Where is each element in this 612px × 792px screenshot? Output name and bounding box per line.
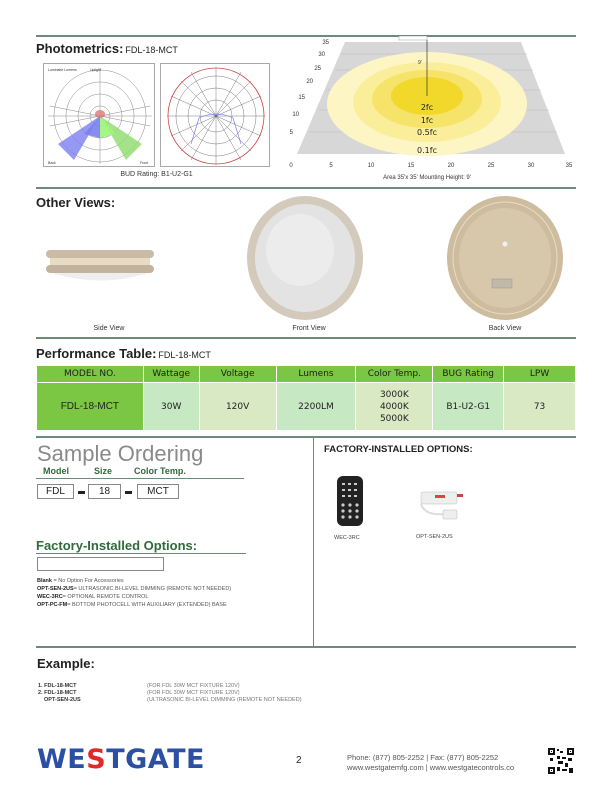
factory-options-field[interactable] xyxy=(37,557,164,571)
svg-text:10: 10 xyxy=(367,163,375,169)
legend-item: WEC-3RC= OPTIONAL REMOTE CONTROL xyxy=(37,594,149,600)
svg-text:1fc: 1fc xyxy=(420,116,434,125)
svg-text:2fc: 2fc xyxy=(420,103,434,112)
divider-photometrics xyxy=(36,187,576,189)
color-temp-field[interactable]: MCT xyxy=(137,484,179,499)
label-color-temp: Color Temp. xyxy=(134,466,186,476)
side-view-caption: Side View xyxy=(93,325,125,332)
front-view-image xyxy=(244,194,366,322)
legend-item: Blank = No Option For Accessories xyxy=(37,578,124,584)
front-view-caption: Front View xyxy=(292,325,326,332)
svg-text:15: 15 xyxy=(407,163,415,169)
header-voltage: Voltage xyxy=(199,366,276,383)
size-field[interactable]: 18 xyxy=(88,484,121,499)
svg-text:0.1fc: 0.1fc xyxy=(417,146,437,155)
svg-text:30: 30 xyxy=(527,163,535,169)
table-row xyxy=(37,383,576,431)
factory-options-underline xyxy=(36,553,246,554)
cell-lumens: 2200LM xyxy=(276,383,356,431)
other-views-title: Other Views: xyxy=(36,195,116,210)
header-lumens: Lumens xyxy=(276,366,356,383)
cell-lpw: 73 xyxy=(504,383,576,431)
sensor-image xyxy=(415,490,465,522)
svg-text:25: 25 xyxy=(487,163,495,169)
isofootcandle-chart xyxy=(285,36,575,181)
bud-rating-caption: BUD Rating: B1-U2-G1 xyxy=(120,171,193,178)
options-legend xyxy=(37,577,231,609)
svg-text:Area 35'x 35' Mounting Heigh: Area 35'x 35' Mounting Height: 9' xyxy=(383,175,471,181)
qr-code xyxy=(548,748,574,774)
svg-text:20: 20 xyxy=(306,79,313,85)
svg-text:Front: Front xyxy=(140,161,149,165)
cell-voltage: 120V xyxy=(199,383,276,431)
header-lpw: LPW xyxy=(504,366,576,383)
westgate-logo: WESTGATE xyxy=(37,744,205,775)
example-title: Example: xyxy=(37,656,95,671)
cell-wattage: 30W xyxy=(143,383,199,431)
header-wattage: Wattage xyxy=(143,366,199,383)
cell-bug: B1-U2-G1 xyxy=(433,383,504,431)
polar-diagram-candela xyxy=(160,63,270,167)
photometrics-title: Photometrics: FDL-18-MCT xyxy=(36,41,178,56)
svg-text:5: 5 xyxy=(289,130,293,136)
model-field[interactable]: FDL xyxy=(37,484,74,499)
factory-options-right-title: FACTORY-INSTALLED OPTIONS: xyxy=(324,444,473,455)
svg-text:20: 20 xyxy=(447,163,455,169)
remote-control-image xyxy=(336,475,364,527)
polar-diagram-lumens xyxy=(43,63,155,167)
svg-text:5: 5 xyxy=(329,163,333,169)
dash-separator xyxy=(78,491,85,494)
cell-model: FDL-18-MCT xyxy=(37,383,144,431)
header-bug: BUG Rating xyxy=(433,366,504,383)
performance-table xyxy=(36,365,576,431)
svg-text:35: 35 xyxy=(322,40,329,46)
vertical-divider xyxy=(313,436,314,646)
example-descriptions: (FOR FDL 30W MCT FIXTURE 120V) (FOR FDL 30W MCT FIXTURE 120V) (ULTRASONIC BI-LEVEL DIMMING (REMOTE NOT NEEDED) xyxy=(147,683,302,703)
phone-fax: Phone: (877) 805-2252 | Fax: (877) 805-2252 xyxy=(347,753,499,762)
back-view-caption: Back View xyxy=(488,325,522,332)
sample-ordering-title: Sample Ordering xyxy=(37,441,204,466)
svg-text:0: 0 xyxy=(289,163,293,169)
svg-text:25: 25 xyxy=(314,66,321,72)
svg-text:15: 15 xyxy=(298,95,305,101)
legend-item: OPT-PC-FM= BOTTOM PHOTOCELL WITH AUXILIARY (EXTENDED) BASE xyxy=(37,602,227,608)
factory-options-title: Factory-Installed Options: xyxy=(36,538,198,553)
example-codes: 1. FDL-18-MCT 2. FDL-18-MCT OPT-SEN-2US xyxy=(38,683,81,703)
svg-text:30: 30 xyxy=(318,52,325,58)
table-header-row xyxy=(37,366,576,383)
svg-text:9': 9' xyxy=(418,60,422,66)
back-view-image xyxy=(444,194,566,322)
label-model: Model xyxy=(43,466,69,476)
websites[interactable]: www.westgatemfg.com | www.westgatecontrols.co xyxy=(347,763,515,772)
label-size: Size xyxy=(94,466,113,476)
dash-separator xyxy=(125,491,132,494)
contact-info xyxy=(347,753,514,773)
divider-performance xyxy=(36,436,576,438)
header-model: MODEL NO. xyxy=(37,366,144,383)
svg-text:Luminaire Lumens: Luminaire Lumens xyxy=(48,68,77,72)
svg-text:Back: Back xyxy=(48,161,56,165)
side-view-image xyxy=(44,248,156,288)
remote-control-label: WEC-3RC xyxy=(334,535,360,541)
divider-ordering xyxy=(36,646,576,648)
svg-text:10: 10 xyxy=(292,112,299,118)
header-color-temp: Color Temp. xyxy=(356,366,433,383)
page-number: 2 xyxy=(296,755,302,766)
cell-color-temp: 3000K 4000K 5000K xyxy=(356,383,433,431)
divider-other-views xyxy=(36,337,576,339)
sample-ordering-underline xyxy=(36,478,244,479)
svg-text:35: 35 xyxy=(565,163,573,169)
performance-title: Performance Table: FDL-18-MCT xyxy=(36,346,211,361)
svg-text:0.5fc: 0.5fc xyxy=(417,128,437,137)
sensor-label: OPT-SEN-2US xyxy=(416,534,453,540)
svg-text:Uplight: Uplight xyxy=(90,68,101,72)
legend-item: OPT-SEN-2US= ULTRASONIC BI-LEVEL DIMMING (REMOTE NOT NEEDED) xyxy=(37,586,232,592)
